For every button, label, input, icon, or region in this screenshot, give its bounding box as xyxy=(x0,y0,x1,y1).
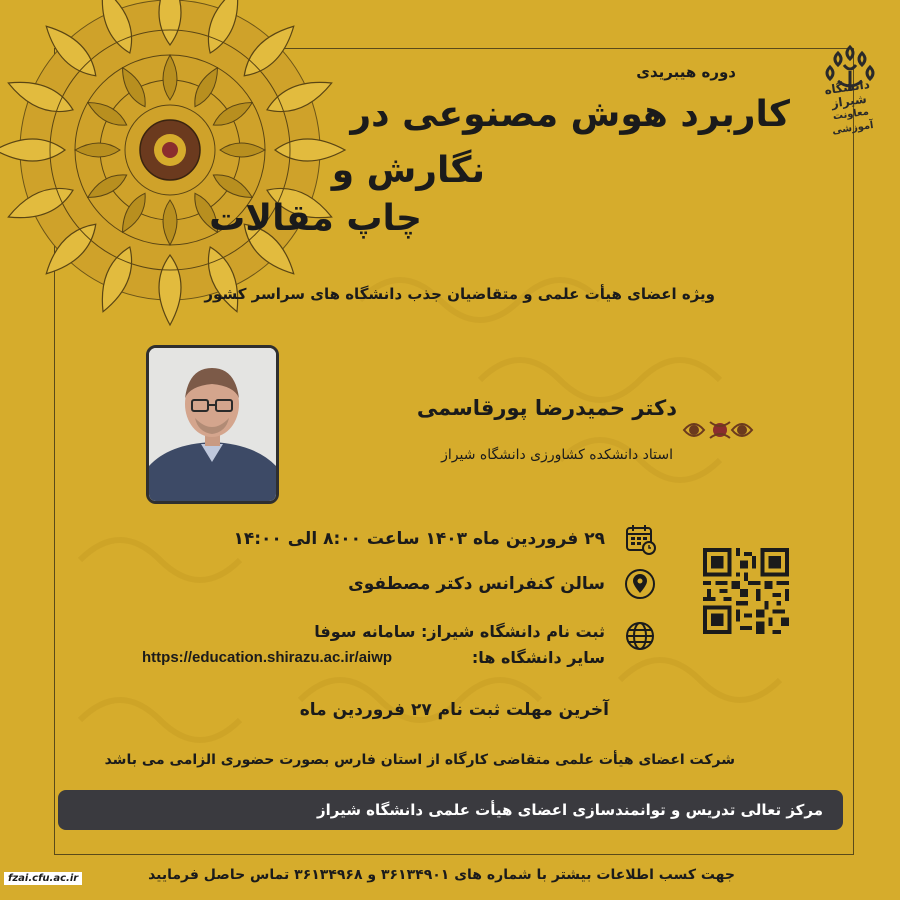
speaker-name: دکتر حمیدرضا پورقاسمی xyxy=(416,396,677,420)
organizer-bar xyxy=(58,790,843,830)
audience-subtitle: ویژه اعضای هیأت علمی و متقاضیان جذب دانشگاه های سراسر کشور xyxy=(204,285,715,303)
register-shirazu: ثبت نام دانشگاه شیراز: سامانه سوفا xyxy=(314,622,605,641)
event-datetime: ۲۹ فروردین ماه ۱۴۰۳ ساعت ۸:۰۰ الی ۱۴:۰۰ xyxy=(233,529,605,549)
title-line-2: نگارش و xyxy=(331,150,485,191)
register-url-link[interactable]: https://education.shirazu.ac.ir/aiwp xyxy=(142,649,393,666)
logo-university-name: دانشگاه شیراز xyxy=(823,77,871,111)
calendar-icon xyxy=(624,523,656,555)
qr-code[interactable] xyxy=(703,548,789,634)
event-location: سالن کنفرانس دکتر مصطفوی xyxy=(348,574,605,594)
speaker-portrait-icon xyxy=(149,348,276,501)
course-type: دوره هیبریدی xyxy=(636,63,736,81)
globe-icon xyxy=(624,620,656,652)
contact-info: جهت کسب اطلاعات بیشتر با شماره های ۳۶۱۳۴۹۰۱ و ۳۶۱۳۴۹۶۸ تماس حاصل فرمایید xyxy=(148,867,735,883)
logo-department-name: معاونت آموزشی xyxy=(831,106,875,137)
decorative-ornament-icon xyxy=(680,416,760,444)
title-line-1: کاربرد هوش مصنوعی در xyxy=(350,94,790,135)
watermark-link[interactable]: fzai.cfu.ac.ir xyxy=(4,872,82,885)
speaker-position: استاد دانشکده کشاورزی دانشگاه شیراز xyxy=(441,447,673,463)
register-others-label: سایر دانشگاه ها: xyxy=(471,648,605,667)
registration-deadline: آخرین مهلت ثبت نام ۲۷ فروردین ماه xyxy=(299,700,609,720)
location-pin-icon xyxy=(624,568,656,600)
university-logo-text xyxy=(816,76,883,140)
title-line-3: چاپ مقالات xyxy=(209,198,422,239)
organizer-name: مرکز تعالی تدریس و توانمندسازی اعضای هیأت علمی دانشگاه شیراز xyxy=(316,801,823,819)
speaker-photo xyxy=(146,345,279,504)
attendance-note: شرکت اعضای هیأت علمی متقاضی کارگاه از استان فارس بصورت حضوری الزامی می باشد xyxy=(104,752,735,768)
